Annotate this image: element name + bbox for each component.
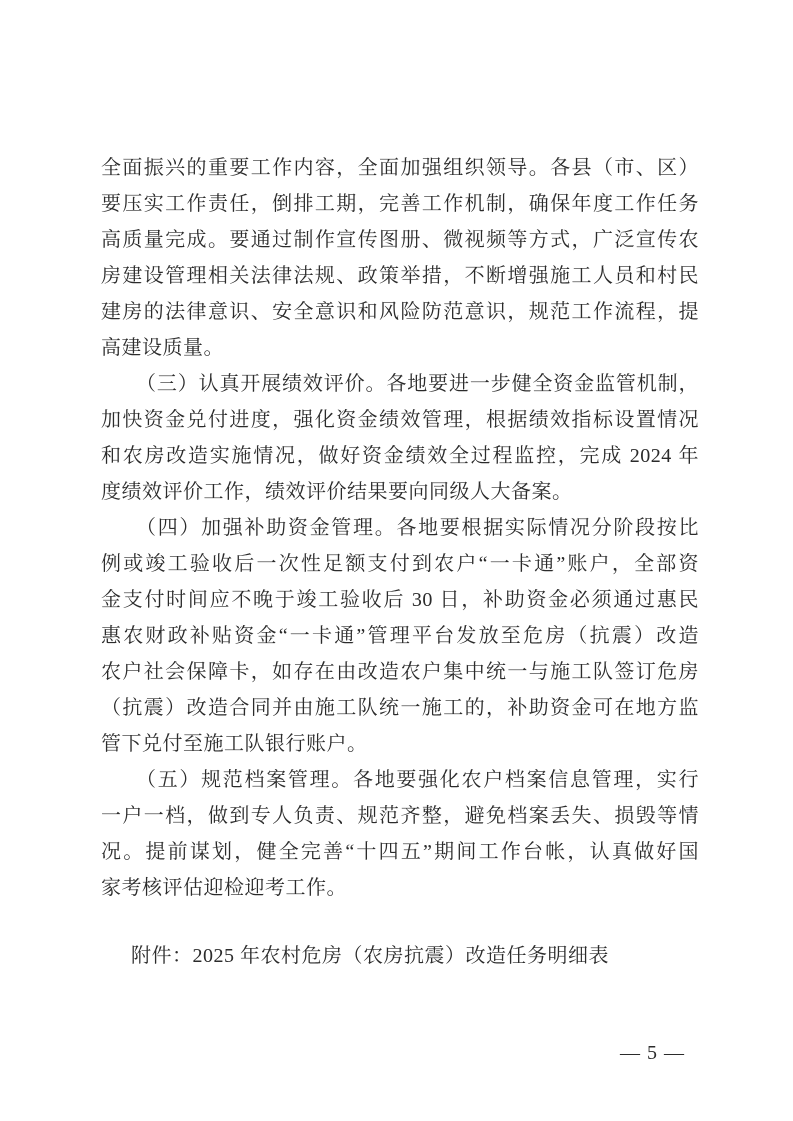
text-line: （五）规范档案管理。各地要强化农户档案信息管理，实行: [136, 769, 699, 791]
document-body: [101, 150, 699, 974]
paragraph-item-3: [101, 366, 699, 510]
text-line: 要压实工作责任，倒排工期，完善工作机制，确保年度工作任务: [101, 193, 699, 215]
text-line: 建房的法律意识、安全意识和风险防范意识，规范工作流程，提: [101, 301, 699, 323]
paragraph-item-4: [101, 510, 699, 762]
paragraph-item-5: [101, 762, 699, 906]
paragraph-continuation: [101, 150, 699, 366]
text-line: （三）认真开展绩效评价。各地要进一步健全资金监管机制，: [136, 373, 699, 395]
attachment-reference-line: 附件：2025 年农村危房（农房抗震）改造任务明细表: [131, 945, 609, 967]
text-line: 例或竣工验收后一次性足额支付到农户“一卡通”账户，全部资: [101, 553, 699, 575]
text-line: 和农房改造实施情况，做好资金绩效全过程监控，完成 2024 年: [101, 445, 699, 467]
text-line: 况。提前谋划，健全完善“十四五”期间工作台帐，认真做好国: [101, 841, 699, 863]
page-number: — 5 —: [620, 1042, 685, 1064]
text-line: 农户社会保障卡，如存在由改造农户集中统一与施工队签订危房: [101, 661, 699, 683]
text-line: 高质量完成。要通过制作宣传图册、微视频等方式，广泛宣传农: [101, 229, 699, 251]
text-line: 度绩效评价工作，绩效评价结果要向同级人大备案。: [101, 481, 573, 503]
text-line: 管下兑付至施工队银行账户。: [101, 733, 368, 755]
text-line: （抗震）改造合同并由施工队统一施工的，补助资金可在地方监: [101, 697, 699, 719]
text-line: 金支付时间应不晚于竣工验收后 30 日，补助资金必须通过惠民: [101, 589, 699, 611]
text-line: （四）加强补助资金管理。各地要根据实际情况分阶段按比: [136, 517, 699, 539]
text-line: 全面振兴的重要工作内容，全面加强组织领导。各县（市、区）: [101, 157, 699, 179]
text-line: 房建设管理相关法律法规、政策举措，不断增强施工人员和村民: [101, 265, 699, 287]
text-line: 一户一档，做到专人负责、规范齐整，避免档案丢失、损毁等情: [101, 805, 699, 827]
text-line: 加快资金兑付进度，强化资金绩效管理，根据绩效指标设置情况: [101, 409, 699, 431]
text-line: 家考核评估迎检迎考工作。: [101, 877, 347, 899]
text-line: 惠农财政补贴资金“一卡通”管理平台发放至危房（抗震）改造: [101, 625, 699, 647]
text-line: 高建设质量。: [101, 337, 224, 359]
